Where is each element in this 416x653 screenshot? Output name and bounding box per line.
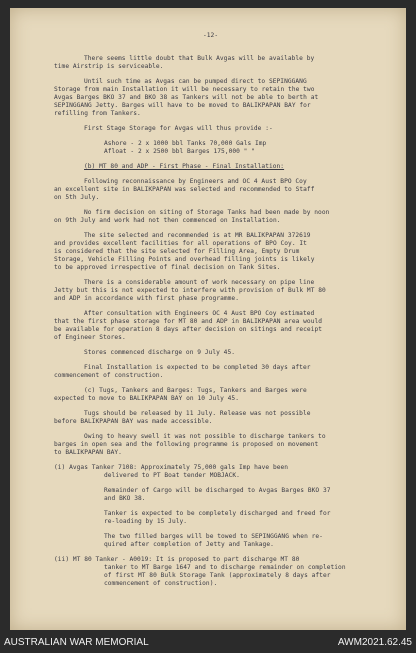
text-line: and ADP in accordance with first phase programme. — [54, 295, 239, 302]
archive-source: AUSTRALIAN WAR MEMORIAL — [4, 637, 149, 648]
text-line: First Stage Storage for Avgas will thus provide :- — [84, 125, 273, 132]
text-line: Owing to heavy swell it was not possible to discharge tankers to — [84, 433, 326, 440]
text-line: be available for operation 8 days after decision on sitings and receipt — [54, 326, 323, 333]
text-line: quired after completion of Jetty and Tankage. — [104, 541, 274, 548]
text-line: to be approved irrespective of final decision on Tank Sites. — [54, 264, 281, 271]
text-line: an excellent site in BALIKPAPAN was selected and recommended to Staff — [54, 186, 315, 193]
text-line: Stores commenced discharge on 9 July 45. — [84, 349, 236, 356]
text-line: Remainder of Cargo will be discharged to Avgas Barges BKO 37 — [104, 487, 331, 494]
text-line: re-loading by 15 July. — [104, 518, 188, 525]
text-line: to BALIKPAPAN BAY. — [54, 449, 122, 456]
text-line: Tugs should be released by 11 July. Release was not possible — [84, 410, 311, 417]
document-page — [10, 8, 406, 630]
text-line: No firm decision on siting of Storage Tanks had been made by noon — [84, 209, 330, 216]
text-line: Final Installation is expected to be completed 30 days after — [84, 364, 311, 371]
text-line: Until such time as Avgas can be pumped direct to SEPINGGANG — [84, 78, 307, 85]
text-line: time Airstrip is serviceable. — [54, 63, 164, 70]
page-number: -12- — [203, 32, 219, 39]
text-line: Storage from main Installation it will be necessary to retain the two — [54, 86, 315, 93]
text-line: Avgas Barges BKO 37 and BKO 38 as Tankers will not be able to berth at — [54, 94, 319, 101]
text-line: of first MT 80 Bulk Storage Tank (approximately 8 days after — [104, 572, 331, 579]
text-line: There seems little doubt that Bulk Avgas will be available by — [84, 55, 315, 62]
text-line: Jetty but this is not expected to interfere with provision of Bulk MT 80 — [54, 287, 326, 294]
text-line: on 5th July. — [54, 194, 100, 201]
text-line: and BKO 38. — [104, 495, 146, 502]
text-line: Afloat - 2 x 2500 bbl Barges 175,000 " " — [104, 148, 256, 155]
text-line: commencement of construction. — [54, 372, 164, 379]
text-line: There is a considerable amount of work necessary on pipe line — [84, 279, 315, 286]
text-line: refilling from Tankers. — [54, 110, 141, 117]
section-heading: (c) Tugs, Tankers and Barges: Tugs, Tankers and Barges were — [84, 387, 307, 394]
text-line: that the first phase storage for MT 80 and ADP in BALIKPAPAN area would — [54, 318, 323, 325]
section-heading: (b) MT 80 and ADP - First Phase - Final Installation: — [84, 163, 285, 170]
archive-reference: AWM2021.62.45 — [337, 637, 412, 648]
archive-footer — [0, 632, 416, 653]
text-line: on 9th July and work had not then commenced on Installation. — [54, 217, 281, 224]
text-line: After consultation with Engineers OC 4 Aust BPO Coy estimated — [84, 310, 315, 317]
text-line: SEPINGGANG Jetty. Barges will have to be moved to BALIKPAPAN BAY for — [54, 102, 311, 109]
text-line: Storage, Vehicle Filling Points and overhead filling joints is likely — [54, 256, 315, 263]
text-line: expected to move to BALIKPAPAN BAY on 10 July 45. — [54, 395, 239, 402]
text-line: Ashore - 2 x 1000 bbl Tanks 70,000 Gals Imp — [104, 140, 267, 147]
text-line: commencement of construction). — [104, 580, 218, 587]
text-line: delivered to PT Boat tender MOBJACK. — [104, 472, 240, 479]
text-line: and provides excellent facilities for all operations of BPO Coy. It — [54, 240, 307, 247]
text-line: is considered that the site selected for Filling Area, Empty Drum — [54, 248, 300, 255]
list-item-heading: (ii) MT 80 Tanker - A0019: It is proposed to part discharge MT 80 — [54, 556, 300, 563]
text-line: The site selected and recommended is at MR BALIKPAPAN 372619 — [84, 232, 311, 239]
text-line: of Engineer Stores. — [54, 334, 126, 341]
text-line: Tanker is expected to be completely discharged and freed for — [104, 510, 331, 517]
text-line: barges in open sea and the following programme is proposed on movement — [54, 441, 319, 448]
text-line: before BALIKPAPAN BAY was made accessible. — [54, 418, 213, 425]
text-line: Following reconnaissance by Engineers and OC 4 Aust BPO Coy — [84, 178, 307, 185]
text-line: tanker to MT Barge 1647 and to discharge remainder on completion — [104, 564, 346, 571]
text-line: The two filled barges will be towed to SEPINGGANG when re- — [104, 533, 323, 540]
list-item-heading: (i) Avgas Tanker 7108: Approximately 75,000 gals Imp have been — [54, 464, 289, 471]
